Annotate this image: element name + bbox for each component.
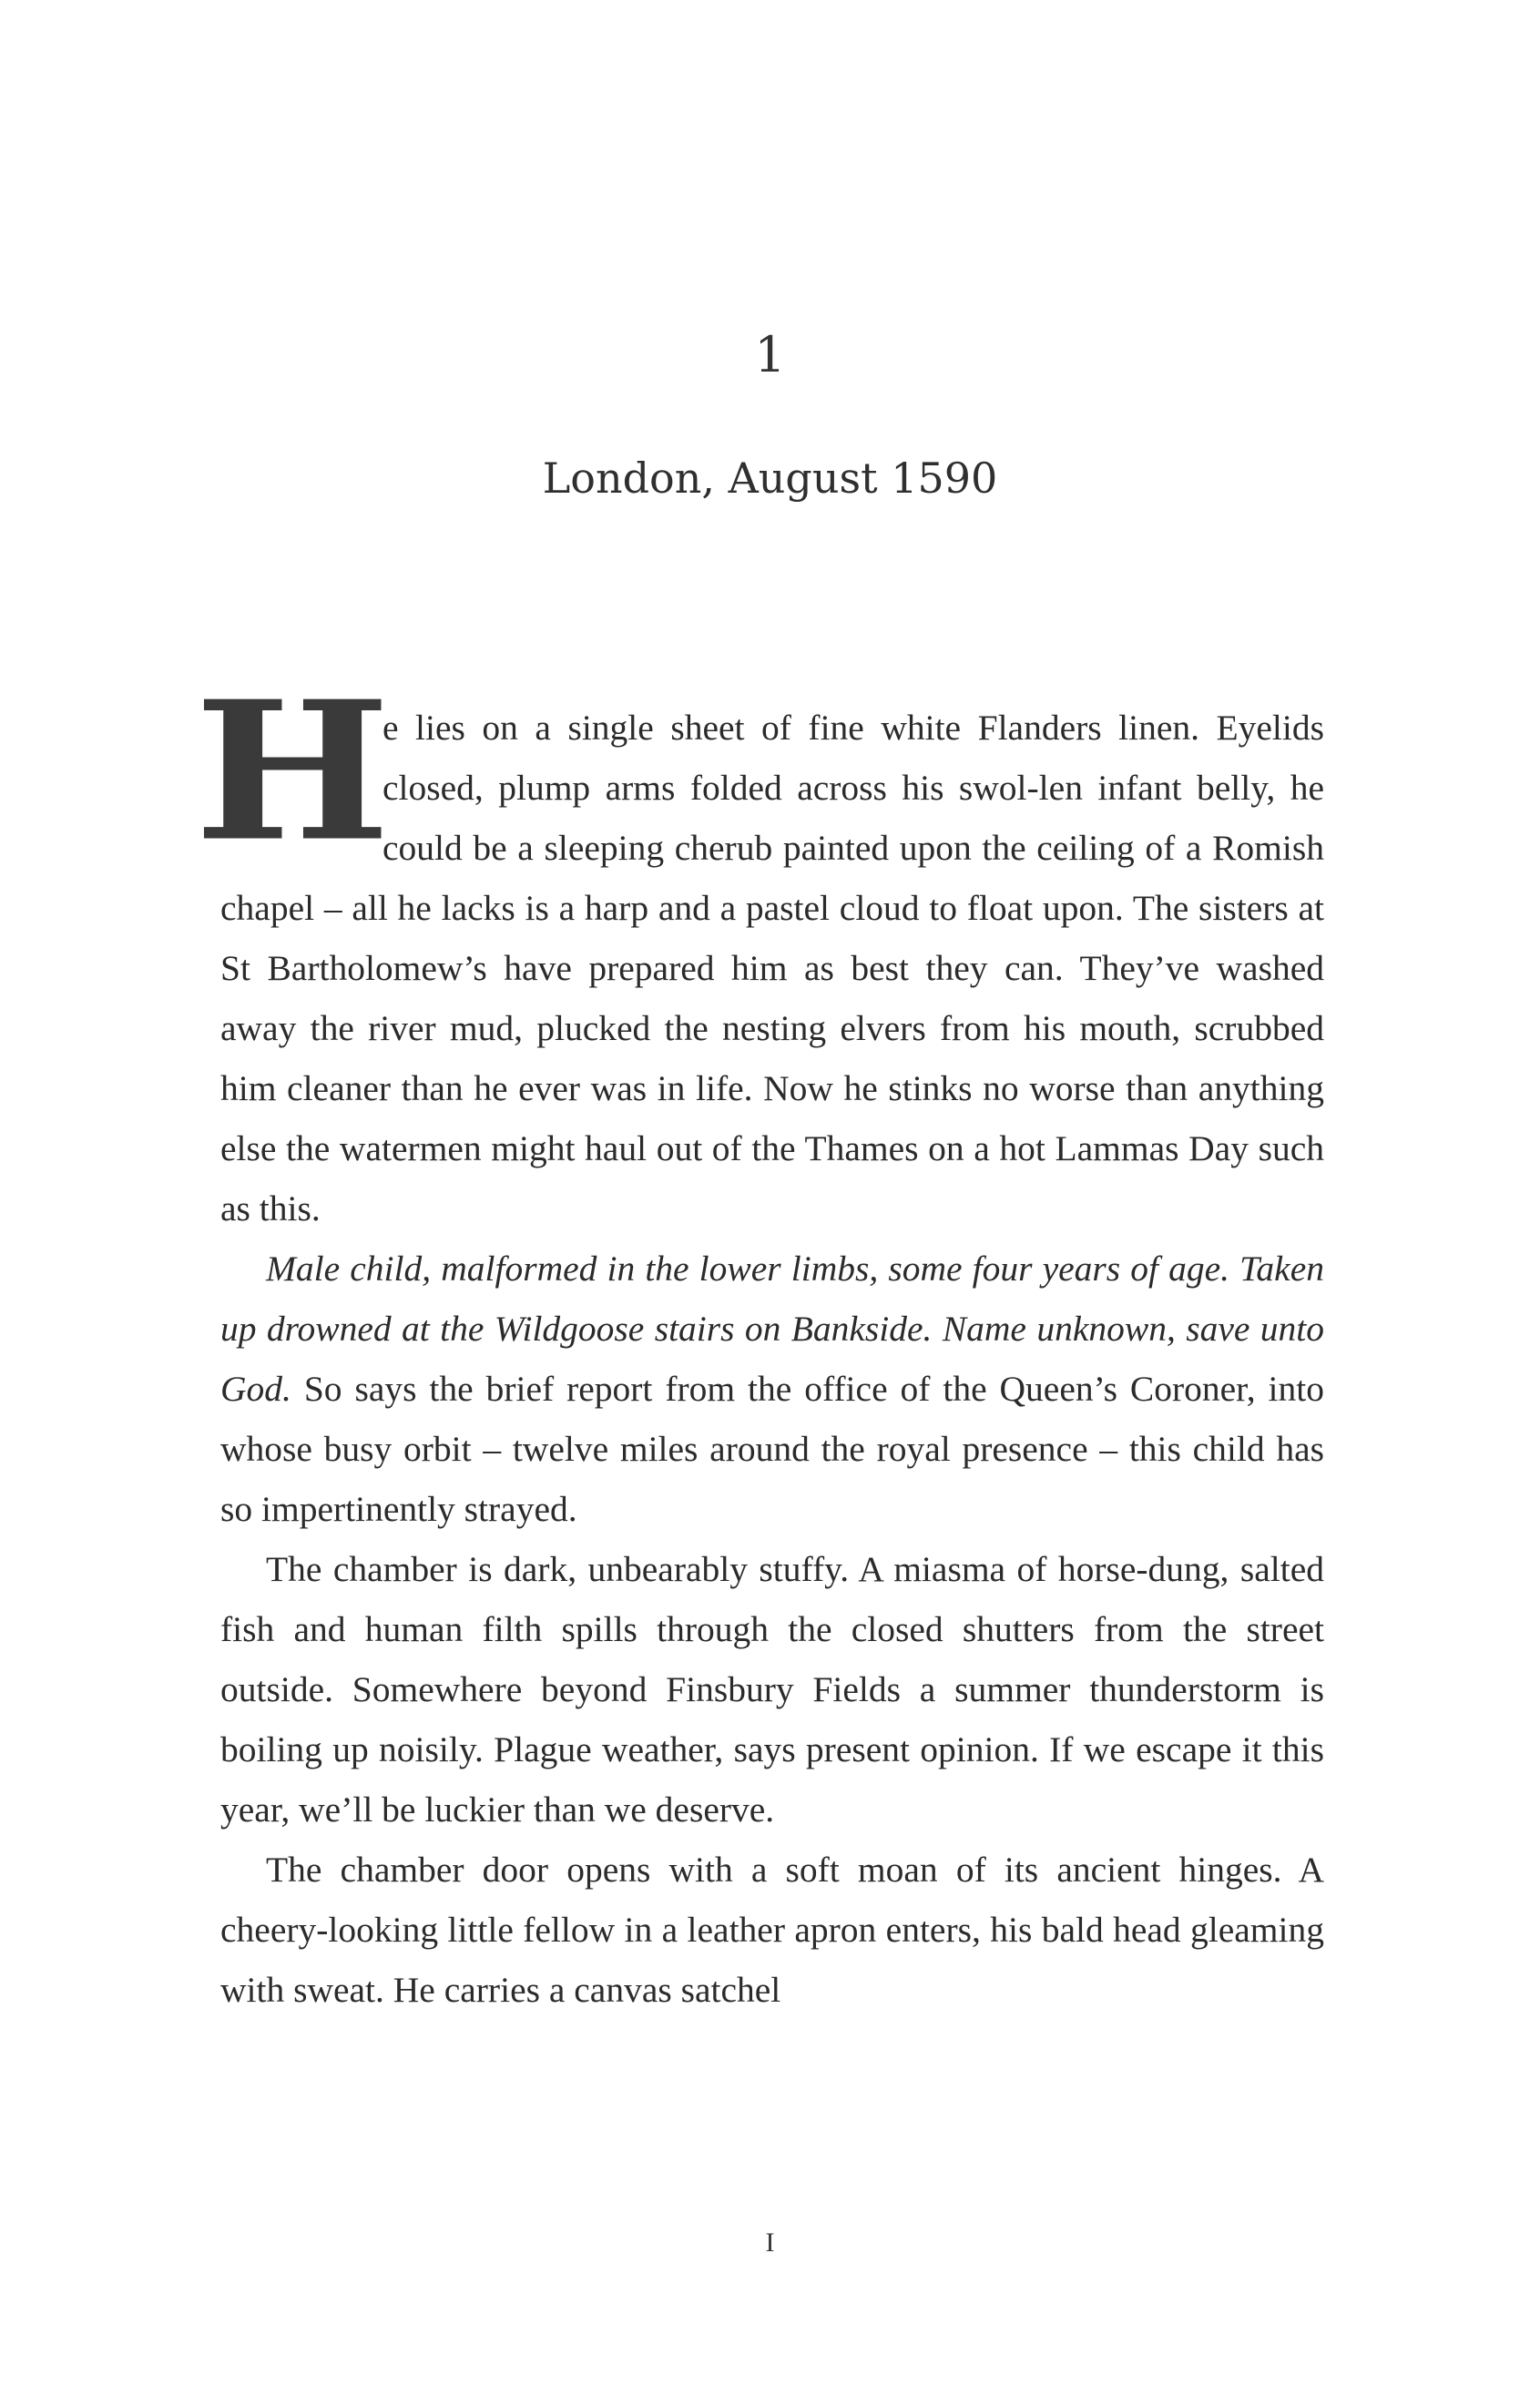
paragraph-4-text: The chamber door opens with a soft moan of its ancient hinges. A cheery-looking little fellow in a leather apron enters, his bald head gleaming with sweat. He carries a canvas satchel — [220, 1850, 1324, 2010]
paragraph-2-text: So says the brief report from the office of the Queen’s Coroner, into whose busy orbit – twelve miles around the royal presence – this child has so impertinently strayed. — [220, 1369, 1324, 1529]
paragraph-1-text: e lies on a single sheet of fine white Flanders linen. Eyelids closed, plump arms folded across his swol-len infant belly, he could be a sleeping cherub painted upon the ceiling of a Romish chapel – all he lacks is a harp and a pastel cloud to float upon. The sisters at St Bartholomew’s have prepared him as best they can. They’ve washed away the river mud, plucked the nesting elvers from his mouth, scrubbed him cleaner than he ever was in life. Now he stinks no worse than anything else the watermen might haul out of the Thames on a hot Lammas Day such as this. — [220, 708, 1324, 1228]
paragraph-4 — [220, 1840, 1324, 2020]
paragraph-3 — [220, 1539, 1324, 1840]
paragraph-2 — [220, 1239, 1324, 1539]
drop-cap — [194, 658, 391, 884]
drop-cap-glyph — [194, 658, 391, 884]
page-number: I — [765, 2228, 775, 2258]
body-text — [194, 658, 1324, 2020]
chapter-number: 1 — [754, 326, 786, 383]
drop-cap-letter: H — [194, 658, 391, 884]
paragraph-3-text: The chamber is dark, unbearably stuffy. A miasma of horse-dung, salted fish and human filth spills through the closed shutters from the street outside. Somewhere beyond Finsbury Fields a summer thunderstorm is boiling up noisily. Plague weather, says present opinion. If we escape it this year, we’ll be luckier than we deserve. — [220, 1549, 1324, 1830]
paragraph-1 — [194, 658, 1324, 1239]
chapter-heading: London, August 1590 — [542, 454, 998, 503]
coroner-report-italic: Male child, malformed in the lower limbs, some four years of age. Taken up drowned at the Wildgoose stairs on Bankside. Name unknown, save unto God. — [220, 1249, 1324, 1409]
